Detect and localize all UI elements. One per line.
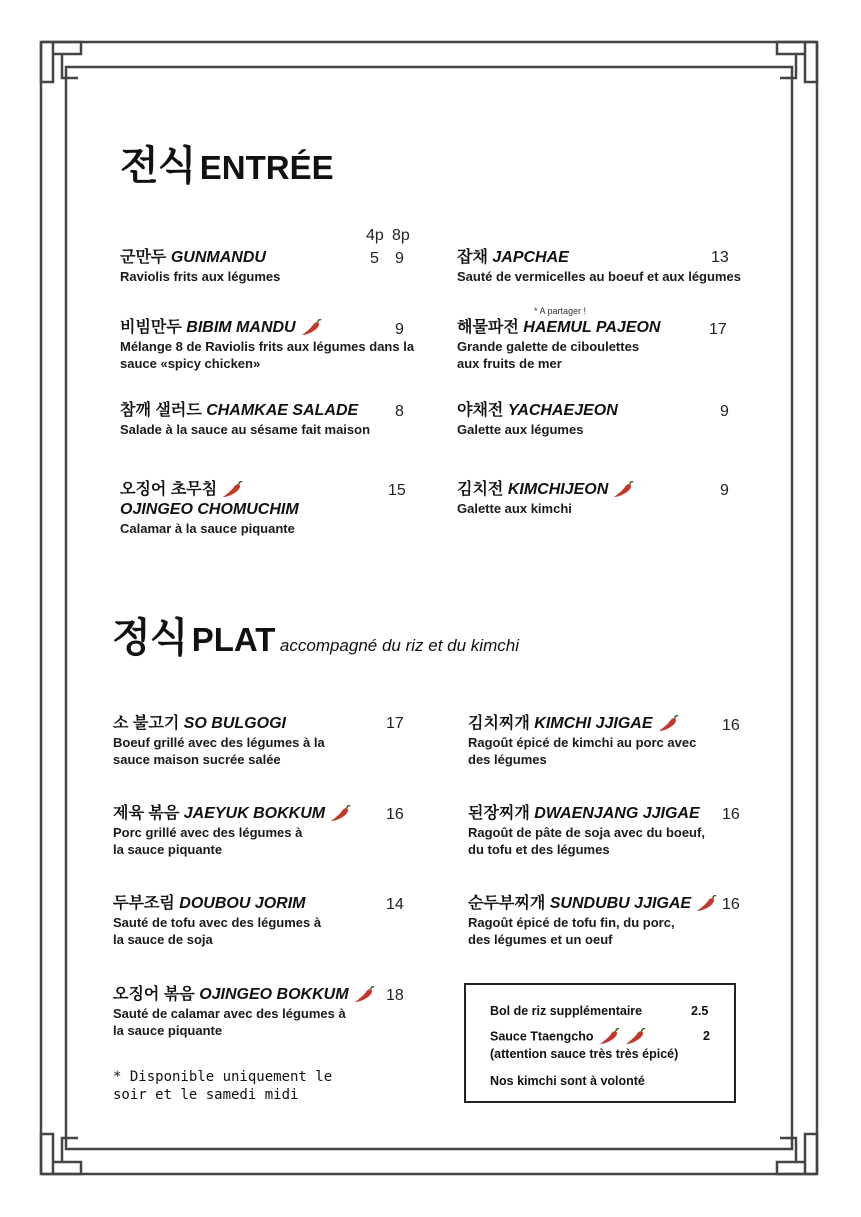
item-desc: Galette aux légumes [457,422,584,437]
item-name-ko: 잡채 [457,249,488,266]
item-name-ko: 야채전 [457,402,504,419]
entree-heading [120,134,334,191]
item-desc: Galette aux kimchi [457,501,572,516]
entree-title-ko: 전식 [120,144,196,188]
item-name-ko: 김치찌개 [468,715,530,732]
item-name-rom: JAPCHAE [492,249,569,266]
chili-pepper-icon [612,481,634,499]
item-name-ko: 두부조림 [113,895,175,912]
chili-pepper-icon [624,1028,646,1046]
item-name-ko: 해물파전 [457,319,519,336]
menu-item [120,401,420,438]
item-name-rom: DWAENJANG JJIGAE [534,805,700,822]
size-header-4p: 4p [366,227,384,244]
extra-rice-price: 2.5 [691,1004,709,1018]
item-name-rom: DOUBOU JORIM [179,895,306,912]
extra-sauce-text: Sauce Ttaengcho [490,1029,594,1044]
item-desc: Porc grillé avec des légumes à la sauce piquante [113,825,303,857]
item-name-rom: SO BULGOGI [183,715,286,732]
menu-item [113,714,333,768]
item-name-ko: 순두부찌개 [468,895,546,912]
availability-note: * Disponible uniquement le soir et le samedi midi [113,1069,333,1103]
item-price: 9 [720,403,729,420]
menu-item [457,401,697,438]
item-price: 16 [722,806,740,823]
item-name-rom: KIMCHIJEON [507,481,609,498]
menu-item [113,985,383,1039]
item-desc: Sauté de tofu avec des légumes à la sauce de soja [113,915,322,947]
item-desc: Ragoût de pâte de soja avec du boeuf, du tofu et des légumes [468,825,705,857]
chili-pepper-icon [598,1028,620,1046]
menu-item [468,714,718,768]
item-price: 17 [709,321,727,338]
plat-heading [112,606,519,663]
item-name-rom: BIBIM MANDU [186,319,296,336]
extra-rice-label: Bol de riz supplémentaire [490,1004,643,1018]
menu-item [113,804,373,858]
chili-pepper-icon [329,805,351,823]
item-name-rom: SUNDUBU JJIGAE [549,895,692,912]
item-price: 16 [722,896,740,913]
chili-pepper-icon [695,895,717,913]
item-price: 16 [722,717,740,734]
item-desc: Mélange 8 de Raviolis frits aux légumes dans la sauce «spicy chicken» [120,339,415,371]
item-name-rom: CHAMKAE SALADE [206,402,359,419]
menu-item [113,894,333,948]
item-name-ko: 오징어 볶음 [113,986,195,1003]
size-header-8p: 8p [392,227,410,244]
extra-sauce-price: 2 [703,1029,710,1043]
plat-subtitle: accompagné du riz et du kimchi [279,636,519,655]
extra-kimchi-note: Nos kimchi sont à volonté [490,1074,645,1088]
menu-item [468,894,723,948]
extra-sauce-note: (attention sauce très très épicé) [490,1047,679,1061]
item-price: 9 [720,482,729,499]
item-desc: Ragoût épicé de tofu fin, du porc, des légumes et un oeuf [468,915,675,947]
item-price: 8 [395,403,404,420]
item-price: 15 [388,482,406,499]
item-price: 14 [386,896,404,913]
item-name-ko: 비빔만두 [120,319,182,336]
plat-title-ko: 정식 [112,616,188,660]
entree-title-fr: ENTRÉE [199,149,334,186]
item-name-ko: 소 불고기 [113,715,180,732]
item-name-rom: KIMCHI JJIGAE [534,715,653,732]
item-desc: Sauté de vermicelles au boeuf et aux légumes [457,269,741,284]
item-name-rom: YACHAEJEON [507,402,618,419]
chili-pepper-icon [353,986,375,1004]
item-desc: Salade à la sauce au sésame fait maison [120,422,371,437]
menu-item [457,480,697,517]
item-tag: * A partager ! [534,306,587,316]
item-name-rom: HAEMUL PAJEON [523,319,661,336]
item-desc: Ragoût épicé de kimchi au porc avec des légumes [468,735,697,767]
item-desc: Grande galette de ciboulettes aux fruits de mer [457,339,640,371]
item-price: 17 [386,715,404,732]
item-desc: Boeuf grillé avec des légumes à la sauce maison sucrée salée [113,735,325,767]
extras-box [464,983,736,1103]
item-name-rom: JAEYUK BOKKUM [183,805,326,822]
item-name-ko: 김치전 [457,481,504,498]
chili-pepper-icon [657,715,679,733]
extra-sauce-label [490,1028,646,1046]
menu-item [120,318,420,372]
plat-title-fr: PLAT [191,621,276,658]
item-desc: Raviolis frits aux légumes [120,269,281,284]
item-price-4p: 5 [370,250,379,267]
item-price: 9 [395,321,404,338]
item-name-rom: GUNMANDU [170,249,266,266]
item-price: 18 [386,987,404,1004]
item-price: 13 [711,249,729,266]
chili-pepper-icon [300,319,322,337]
item-name-ko: 참깨 샐러드 [120,402,202,419]
item-name-ko: 군만두 [120,249,167,266]
menu-item [457,318,697,372]
item-name-rom: OJINGEO CHOMUCHIM [120,501,299,518]
item-desc: Calamar à la sauce piquante [120,521,295,536]
item-name-ko: 된장찌개 [468,805,530,822]
item-desc: Sauté de calamar avec des légumes à la sauce piquante [113,1006,346,1038]
menu-item [120,480,420,537]
item-name-rom: OJINGEO BOKKUM [199,986,349,1003]
menu-item [468,804,718,858]
item-name-ko: 오징어 초무침 [120,481,218,498]
chili-pepper-icon [221,481,243,499]
item-price: 16 [386,806,404,823]
item-price-8p: 9 [395,250,404,267]
item-name-ko: 제육 볶음 [113,805,180,822]
